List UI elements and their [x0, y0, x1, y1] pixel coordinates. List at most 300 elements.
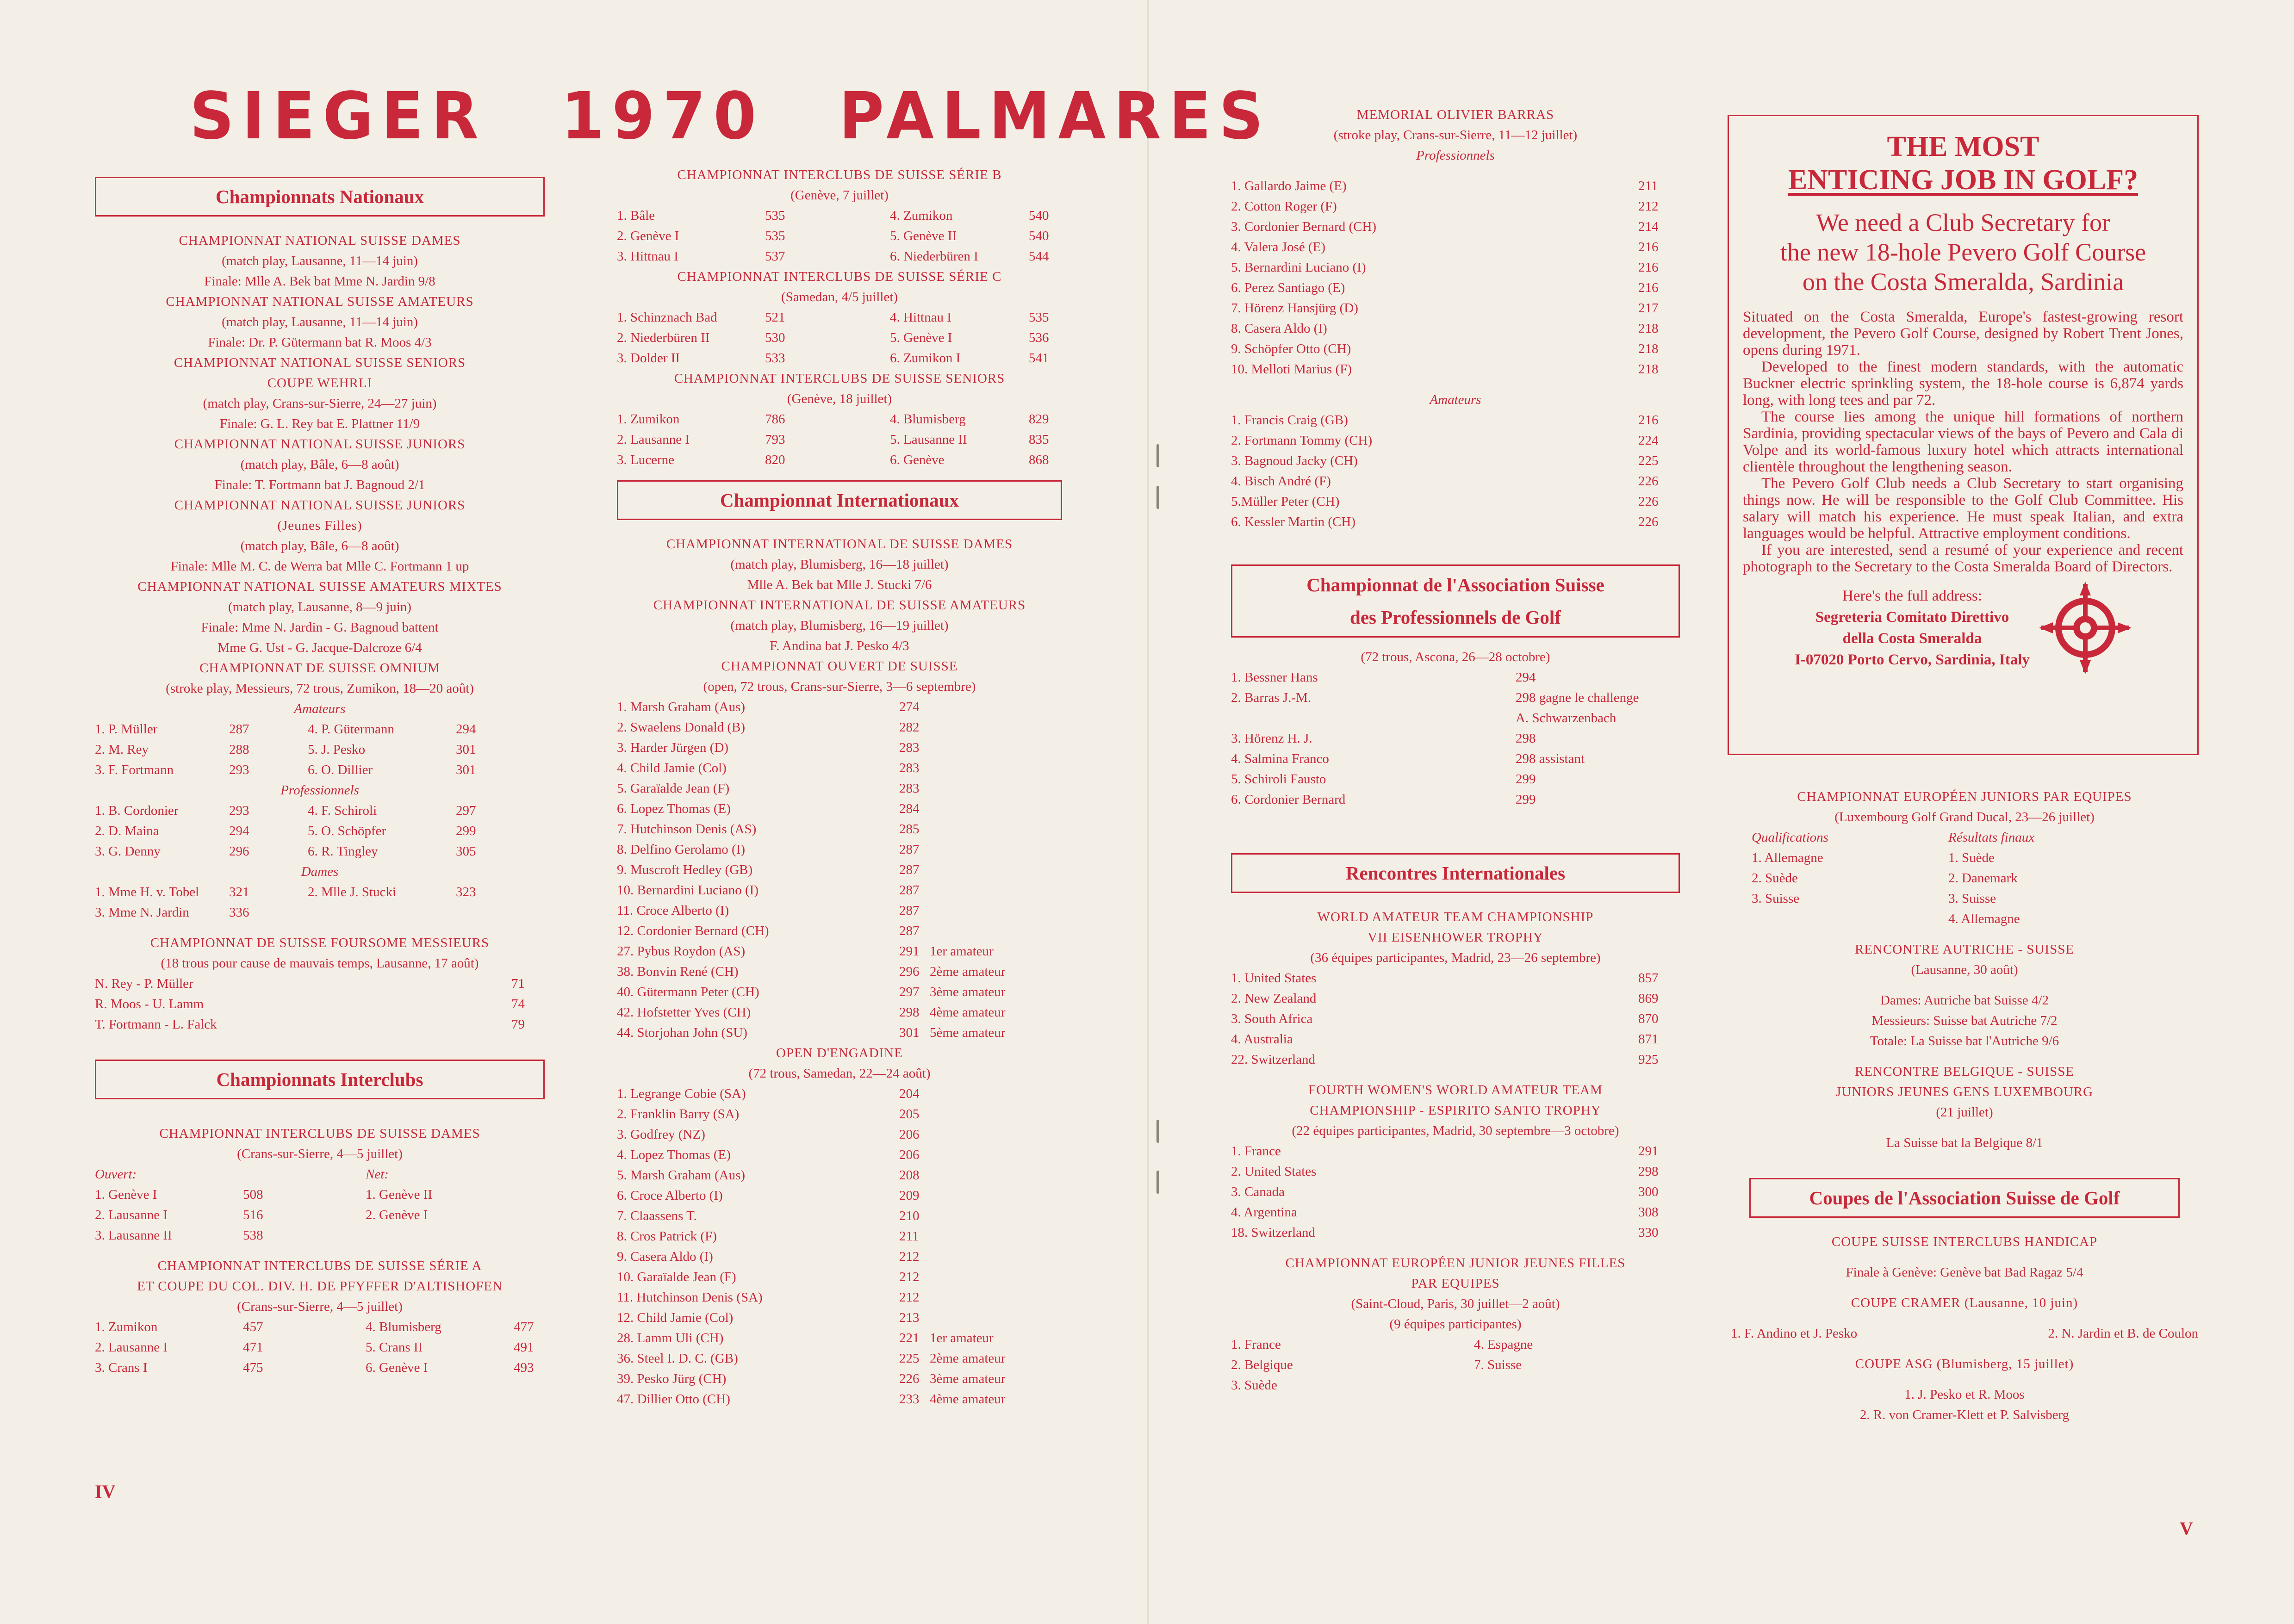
table-cell: 287 — [899, 924, 920, 938]
table-cell: 301 — [456, 762, 476, 777]
event-title: RENCONTRE AUTRICHE - SUISSE — [1854, 942, 2075, 957]
table-cell: 12. Cordonier Bernard (CH) — [617, 924, 769, 938]
table-cell: 5. Garaïalde Jean (F) — [617, 781, 730, 796]
table-cell: 3. Hörenz H. J. — [1231, 731, 1312, 746]
table-row — [617, 348, 1062, 368]
results-table — [95, 1184, 545, 1246]
column-label: Résultats finaux — [1948, 830, 2035, 845]
table-cell: 541 — [1029, 351, 1049, 366]
table-cell: 298 — [899, 1005, 920, 1020]
table-cell: 2. Lausanne I — [95, 1208, 168, 1222]
table-cell: 291 — [1638, 1144, 1659, 1159]
event-info: (Lausanne, 10 juin) — [1964, 1295, 2078, 1310]
page-spine — [1147, 0, 1149, 1624]
table-row — [617, 717, 1062, 738]
table-cell: 4. Allemagne — [1948, 911, 2020, 926]
event-title: WORLD AMATEUR TEAM CHAMPIONSHIP — [1317, 910, 1594, 924]
table-row — [1231, 196, 1680, 217]
table-cell: 293 — [229, 803, 249, 818]
table-cell: 79 — [511, 1017, 525, 1032]
event-info: (stroke play, Messieurs, 72 trous, Zumikon, 18—20 août) — [166, 681, 474, 696]
event-title: CHAMPIONSHIP - ESPIRITO SANTO TROPHY — [1310, 1103, 1601, 1118]
table-row — [1752, 868, 2203, 888]
table-cell: 538 — [243, 1228, 263, 1243]
address-line: della Costa Smeralda — [1842, 630, 1982, 647]
event-info: (Saint-Cloud, Paris, 30 juillet—2 août) — [1351, 1296, 1560, 1311]
table-row — [1231, 451, 1680, 471]
ad-subtitle — [1743, 208, 2183, 297]
table-row — [95, 800, 545, 821]
ad-paragraph: The Pevero Golf Club needs a Club Secretary to start organising things now. He will be responsible to the Golf Club Committee. His salary will match his experience. He must speak Italian, and extra languages would be helpful. Attractive employment conditions. — [1743, 475, 2183, 542]
address-line: Segreteria Comitato Direttivo — [1815, 609, 2009, 626]
event-title: CHAMPIONNAT NATIONAL SUISSE AMATEURS MIXTES — [137, 579, 502, 594]
category-label: Professionnels — [280, 783, 359, 798]
table-cell: 2. D. Maina — [95, 824, 159, 838]
table-cell: 40. Gütermann Peter (CH) — [617, 985, 759, 999]
event-info: (18 trous pour cause de mauvais temps, Lausanne, 17 août) — [161, 956, 479, 971]
table-cell: 299 — [456, 824, 476, 838]
table-cell: 475 — [243, 1360, 263, 1375]
table-cell: 493 — [514, 1360, 534, 1375]
section-header-line: des Professionnels de Golf — [1350, 607, 1561, 628]
event-info: (open, 72 trous, Crans-sur-Sierre, 3—6 septembre) — [703, 679, 976, 694]
table-cell: 298 gagne le challenge — [1516, 690, 1639, 705]
results-table — [95, 1317, 545, 1378]
table-row — [617, 860, 1062, 880]
table-cell: 209 — [899, 1188, 920, 1203]
table-cell: 233 — [899, 1392, 920, 1407]
table-cell: 829 — [1029, 412, 1049, 427]
table-row — [617, 1226, 1062, 1246]
table-cell: 308 — [1638, 1205, 1659, 1220]
table-cell: 2. Franklin Barry (SA) — [617, 1107, 740, 1122]
section-header: Championnat Internationaux — [617, 480, 1062, 520]
table-cell: 3. G. Denny — [95, 844, 161, 859]
table-cell: 3. Suisse — [1948, 891, 1996, 906]
table-cell: 287 — [899, 862, 920, 877]
table-row — [617, 1308, 1062, 1328]
event-info: (Crans-sur-Sierre, 4—5 juillet) — [237, 1147, 403, 1161]
category-label: Professionnels — [1416, 148, 1495, 163]
table-cell: 5. Crans II — [366, 1340, 423, 1355]
table-row — [1231, 176, 1680, 196]
table-cell: 9. Casera Aldo (I) — [617, 1249, 713, 1264]
event-title: (Jeunes Filles) — [277, 518, 362, 533]
table-cell: 471 — [243, 1340, 263, 1355]
event-result: Finale: G. L. Rey bat E. Plattner 11/9 — [219, 416, 420, 431]
page-number: V — [2180, 1518, 2193, 1539]
table-row — [617, 1124, 1062, 1145]
table-cell: 294 — [1516, 670, 1536, 685]
table-row — [1231, 688, 1680, 708]
table-cell: 3. Godfrey (NZ) — [617, 1127, 705, 1142]
table-cell: 535 — [765, 208, 785, 223]
table-cell: 212 — [899, 1270, 920, 1284]
table-cell: 274 — [899, 700, 920, 714]
table-cell: 9. Schöpfer Otto (CH) — [1231, 341, 1351, 356]
event-title: MEMORIAL OLIVIER BARRAS — [1356, 107, 1554, 122]
event-info: (22 équipes participantes, Madrid, 30 septembre—3 octobre) — [1292, 1123, 1619, 1138]
event-info: (match play, Bâle, 6—8 août) — [240, 457, 399, 472]
table-row — [617, 409, 1062, 429]
table-cell: 212 — [899, 1249, 920, 1264]
table-cell: 10. Melloti Marius (F) — [1231, 362, 1352, 377]
table-cell: 38. Bonvin René (CH) — [617, 964, 739, 979]
results-table — [1726, 848, 2203, 929]
table-cell: 8. Cros Patrick (F) — [617, 1229, 717, 1244]
table-cell: N. Rey - P. Müller — [95, 976, 193, 991]
table-cell: 2ème amateur — [930, 1351, 1006, 1366]
table-cell: 323 — [456, 885, 476, 899]
table-row — [617, 799, 1062, 819]
table-cell: 535 — [1029, 310, 1049, 325]
table-cell: 336 — [229, 905, 249, 920]
table-row — [1231, 491, 1680, 512]
event-info: (9 équipes participantes) — [1389, 1317, 1522, 1332]
table-cell: 216 — [1638, 413, 1659, 428]
table-cell: 283 — [899, 761, 920, 775]
table-cell: 10. Garaïalde Jean (F) — [617, 1270, 736, 1284]
event-info: (match play, Bâle, 6—8 août) — [240, 539, 399, 553]
table-row — [617, 205, 1062, 226]
section-header: Rencontres Internationales — [1231, 853, 1680, 893]
job-advertisement — [1728, 115, 2199, 755]
table-cell: 477 — [514, 1320, 534, 1334]
column-3 — [1231, 105, 1680, 1395]
table-cell: 1. Allemagne — [1752, 850, 1823, 865]
ad-paragraph: Developed to the finest modern standards, with the automatic Buckner electric sprinkling system, the 18-hole course is 6,874 yards long, with long tees and par 72. — [1743, 359, 2183, 409]
table-cell: 2. United States — [1231, 1164, 1317, 1179]
table-cell: 1. Genève I — [95, 1187, 157, 1202]
table-cell: 1. Francis Craig (GB) — [1231, 413, 1348, 428]
table-row — [1231, 1334, 1680, 1355]
event-title: COUPE WEHRLI — [267, 376, 373, 391]
table-cell: 216 — [1638, 260, 1659, 275]
table-cell: 5. J. Pesko — [308, 742, 366, 757]
event-info: (72 trous, Ascona, 26—28 octobre) — [1361, 650, 1550, 664]
table-row — [1231, 1029, 1680, 1049]
table-cell: 9. Muscroft Hedley (GB) — [617, 862, 753, 877]
table-cell: 294 — [456, 722, 476, 737]
table-row — [1231, 1009, 1680, 1029]
table-cell: 5ème amateur — [930, 1025, 1006, 1040]
table-cell: 216 — [1638, 240, 1659, 254]
event-info: (stroke play, Crans-sur-Sierre, 11—12 juillet) — [1333, 128, 1578, 143]
table-cell: 28. Lamm Uli (CH) — [617, 1331, 724, 1345]
table-cell: 6. Niederbüren I — [890, 249, 978, 264]
table-cell: 857 — [1638, 971, 1659, 986]
event-result: 1. J. Pesko et R. Moos — [1904, 1387, 2025, 1402]
event-info: (Luxembourg Golf Grand Ducal, 23—26 juillet) — [1834, 810, 2095, 824]
table-cell: 1er amateur — [930, 944, 994, 959]
table-cell: 2. Lausanne I — [95, 1340, 168, 1355]
table-cell: 224 — [1638, 433, 1659, 448]
table-row — [617, 697, 1062, 717]
table-cell: 869 — [1638, 991, 1659, 1006]
table-cell: 206 — [899, 1147, 920, 1162]
table-row — [95, 739, 545, 760]
table-row — [95, 1317, 545, 1337]
event-title: CHAMPIONNAT INTERCLUBS DE SUISSE SENIORS — [674, 371, 1005, 386]
table-cell: 6. R. Tingley — [308, 844, 378, 859]
table-cell: 5. O. Schöpfer — [308, 824, 386, 838]
ad-subtitle-line: the new 18-hole Pevero Golf Course — [1780, 238, 2146, 266]
table-row — [617, 1246, 1062, 1267]
event-result: Finale à Genève: Genève bat Bad Ragaz 5/4 — [1846, 1265, 2083, 1280]
table-row — [1231, 512, 1680, 532]
table-cell: 1. P. Müller — [95, 722, 158, 737]
table-cell: 1. United States — [1231, 971, 1317, 986]
table-cell: 5. Bernardini Luciano (I) — [1231, 260, 1366, 275]
table-row — [617, 1328, 1062, 1348]
table-cell: 516 — [243, 1208, 263, 1222]
event-info: (match play, Crans-sur-Sierre, 24—27 juin) — [203, 396, 437, 411]
event-title: CHAMPIONNAT INTERNATIONAL DE SUISSE DAMES — [666, 537, 1013, 552]
table-cell: 204 — [899, 1086, 920, 1101]
table-row — [1231, 1161, 1680, 1182]
table-cell: 3. Cordonier Bernard (CH) — [1231, 219, 1377, 234]
table-cell: 6. Perez Santiago (E) — [1231, 280, 1345, 295]
ad-subtitle-line: on the Costa Smeralda, Sardinia — [1802, 268, 2124, 296]
table-cell: 925 — [1638, 1052, 1659, 1067]
event-result: Finale: Dr. P. Gütermann bat R. Moos 4/3 — [208, 335, 432, 350]
table-cell: 820 — [765, 452, 785, 467]
table-row — [95, 760, 545, 780]
table-cell: 27. Pybus Roydon (AS) — [617, 944, 746, 959]
table-row — [617, 738, 1062, 758]
table-cell: 870 — [1638, 1011, 1659, 1026]
table-cell: 10. Bernardini Luciano (I) — [617, 883, 759, 898]
table-cell: 1. Genève II — [366, 1187, 433, 1202]
table-cell: 330 — [1638, 1225, 1659, 1240]
category-label: Amateurs — [294, 701, 346, 716]
table-row — [617, 226, 1062, 246]
table-cell: 7. Claassens T. — [617, 1209, 697, 1223]
table-row — [1231, 988, 1680, 1009]
table-cell: R. Moos - U. Lamm — [95, 997, 204, 1011]
table-row — [1231, 359, 1680, 379]
column-labels — [95, 1164, 545, 1184]
table-cell: 1. Legrange Cobie (SA) — [617, 1086, 746, 1101]
table-row — [95, 902, 545, 923]
table-row — [617, 758, 1062, 778]
table-cell: 216 — [1638, 280, 1659, 295]
event-result: Totale: La Suisse bat l'Autriche 9/6 — [1870, 1034, 2059, 1048]
results-table — [617, 1084, 1062, 1409]
table-cell: 1. Bâle — [617, 208, 655, 223]
table-cell: 285 — [899, 822, 920, 837]
table-cell: A. Schwarzenbach — [1516, 711, 1616, 725]
table-row — [617, 1145, 1062, 1165]
table-cell: 284 — [899, 801, 920, 816]
table-cell: 287 — [899, 883, 920, 898]
table-cell: 3ème amateur — [930, 985, 1006, 999]
table-cell: 3. Crans I — [95, 1360, 148, 1375]
table-cell: 282 — [899, 720, 920, 735]
event-info: (Lausanne, 30 août) — [1911, 962, 2018, 977]
event-info: (match play, Lausanne, 11—14 juin) — [222, 315, 418, 329]
table-cell: 5. Genève II — [890, 229, 957, 243]
column-labels — [1726, 827, 2203, 848]
results-table — [95, 719, 545, 780]
table-row — [95, 1205, 545, 1225]
result-cell: 1. F. Andino et J. Pesko — [1731, 1326, 1858, 1341]
table-cell: 4. Child Jamie (Col) — [617, 761, 727, 775]
column-label: Qualifications — [1752, 830, 1828, 845]
table-cell: 211 — [899, 1229, 919, 1244]
table-cell: 296 — [229, 844, 249, 859]
table-cell: 4. Espagne — [1474, 1337, 1533, 1352]
table-row — [1231, 1202, 1680, 1222]
table-cell: 3. F. Fortmann — [95, 762, 174, 777]
table-row — [95, 1014, 545, 1035]
table-row — [1231, 728, 1680, 749]
event-title: CHAMPIONNAT DE SUISSE FOURSOME MESSIEURS — [150, 936, 490, 950]
table-cell: 1. B. Cordonier — [95, 803, 179, 818]
event-result: Messieurs: Suisse bat Autriche 7/2 — [1871, 1013, 2058, 1028]
table-cell: 1. Zumikon — [617, 412, 680, 427]
event-title-text: COUPE CRAMER — [1851, 1295, 1961, 1310]
table-cell: 208 — [899, 1168, 920, 1183]
table-cell: 283 — [899, 781, 920, 796]
event-title — [1726, 1354, 2203, 1374]
table-cell: 1. Gallardo Jaime (E) — [1231, 179, 1347, 193]
table-cell: 297 — [899, 985, 920, 999]
event-title: CHAMPIONNAT NATIONAL SUISSE SENIORS — [174, 355, 466, 370]
table-cell: 287 — [899, 903, 920, 918]
table-row — [95, 1357, 545, 1378]
table-row — [617, 1206, 1062, 1226]
column-1 — [95, 170, 545, 1378]
table-cell: 6. Genève — [890, 452, 945, 467]
table-row — [617, 1369, 1062, 1389]
table-cell: 835 — [1029, 432, 1049, 447]
table-cell: 5. Marsh Graham (Aus) — [617, 1168, 746, 1183]
table-cell: 6. Genève I — [366, 1360, 428, 1375]
event-title: CHAMPIONNAT INTERNATIONAL DE SUISSE AMATEURS — [653, 598, 1026, 613]
ad-paragraph: If you are interested, send a resumé of your experience and recent photograph to the Secretary to the Costa Smeralda Board of Directors. — [1743, 542, 2183, 575]
table-cell: 4. Bisch André (F) — [1231, 474, 1331, 489]
table-cell: 7. Hutchinson Denis (AS) — [617, 822, 757, 837]
table-row — [1231, 789, 1680, 810]
table-cell: 1. Bessner Hans — [1231, 670, 1318, 685]
table-cell: 291 — [899, 944, 920, 959]
ad-paragraph: The course lies among the unique hill formations of northern Sardinia, providing spectacular views of the bays of Pevero and Cala di Volpe and its world-famous luxury hotel which attracts international clientèle throughout the lengthening season. — [1743, 409, 2183, 475]
table-cell: 299 — [1516, 792, 1536, 807]
event-title: JUNIORS JEUNES GENS LUXEMBOURG — [1835, 1085, 2094, 1099]
table-cell: 294 — [229, 824, 249, 838]
event-result: Mme G. Ust - G. Jacque-Dalcroze 6/4 — [218, 640, 422, 655]
table-row — [1231, 708, 1680, 728]
table-row — [1231, 968, 1680, 988]
event-info: (Genève, 7 juillet) — [790, 188, 889, 203]
table-cell: 210 — [899, 1209, 920, 1223]
event-info: (match play, Lausanne, 11—14 juin) — [222, 254, 418, 268]
table-cell: 1. Zumikon — [95, 1320, 158, 1334]
table-cell: 536 — [1029, 330, 1049, 345]
ad-subtitle-line: We need a Club Secretary for — [1816, 209, 2110, 236]
table-cell: 3. Bagnoud Jacky (CH) — [1231, 453, 1358, 468]
table-cell: 540 — [1029, 208, 1049, 223]
table-row — [617, 941, 1062, 961]
table-cell: 4. Lopez Thomas (E) — [617, 1147, 731, 1162]
table-cell: 6. Lopez Thomas (E) — [617, 801, 731, 816]
table-cell: 218 — [1638, 321, 1659, 336]
table-cell: 287 — [229, 722, 249, 737]
table-cell: 3. Suisse — [1752, 891, 1800, 906]
table-cell: 205 — [899, 1107, 920, 1122]
table-cell: 2. Danemark — [1948, 871, 2018, 886]
table-row — [1231, 1141, 1680, 1161]
table-cell: 8. Delfino Gerolamo (I) — [617, 842, 746, 857]
column-label: Ouvert: — [95, 1167, 137, 1182]
ad-title: ENTICING JOB IN GOLF? — [1788, 164, 2139, 196]
table-row — [617, 307, 1062, 328]
table-cell: 5. Schiroli Fausto — [1231, 772, 1326, 787]
table-cell: 7. Suisse — [1474, 1357, 1522, 1372]
table-cell: 1. France — [1231, 1144, 1281, 1159]
event-title: CHAMPIONNAT EUROPÉEN JUNIOR JEUNES FILLES — [1285, 1256, 1626, 1271]
table-cell: 293 — [229, 762, 249, 777]
event-title: PAR EQUIPES — [1411, 1276, 1500, 1291]
table-row — [1231, 298, 1680, 318]
table-row — [617, 1267, 1062, 1287]
staple-mark — [1156, 444, 1159, 467]
table-cell: 3. Lausanne II — [95, 1228, 172, 1243]
results-table — [617, 409, 1062, 470]
address-line: I-07020 Porto Cervo, Sardinia, Italy — [1795, 651, 2030, 668]
event-info: (72 trous, Samedan, 22—24 août) — [748, 1066, 931, 1081]
event-info: (Blumisberg, 15 juillet) — [1936, 1357, 2074, 1371]
column-label: Net: — [366, 1167, 389, 1182]
table-cell: 74 — [511, 997, 525, 1011]
table-row — [1231, 339, 1680, 359]
event-title: CHAMPIONNAT INTERCLUBS DE SUISSE DAMES — [159, 1126, 480, 1141]
table-cell: 3. Hittnau I — [617, 249, 678, 264]
table-cell: 2. Lausanne I — [617, 432, 690, 447]
table-cell: 22. Switzerland — [1231, 1052, 1316, 1067]
table-cell: 4. F. Schiroli — [308, 803, 377, 818]
table-cell: 42. Hofstetter Yves (CH) — [617, 1005, 751, 1020]
results-table — [1231, 410, 1680, 532]
table-cell: 71 — [511, 976, 525, 991]
event-title — [1726, 1293, 2203, 1313]
column-4 — [1726, 787, 2203, 1425]
table-row — [617, 1287, 1062, 1308]
table-cell: 226 — [1638, 494, 1659, 509]
event-result: Dames: Autriche bat Suisse 4/2 — [1880, 993, 2049, 1008]
table-cell: 2. Belgique — [1231, 1357, 1293, 1372]
table-cell: 4. Blumisberg — [890, 412, 966, 427]
table-row — [95, 719, 545, 739]
table-cell: 36. Steel I. D. C. (GB) — [617, 1351, 738, 1366]
table-cell: 225 — [899, 1351, 920, 1366]
results-table — [95, 800, 545, 862]
table-cell: 4. Australia — [1231, 1032, 1293, 1047]
ad-title: THE MOST — [1887, 131, 2039, 162]
table-row — [95, 841, 545, 862]
event-info: (21 juillet) — [1936, 1105, 1993, 1120]
table-row — [617, 328, 1062, 348]
table-cell: 4. Valera José (E) — [1231, 240, 1326, 254]
table-row — [1231, 749, 1680, 769]
table-row — [1231, 1049, 1680, 1070]
table-row — [95, 1184, 545, 1205]
event-title: OPEN D'ENGADINE — [776, 1046, 903, 1060]
table-cell: 226 — [1638, 474, 1659, 489]
table-cell: 3. Lucerne — [617, 452, 674, 467]
event-title: CHAMPIONNAT INTERCLUBS DE SUISSE SÉRIE C — [677, 269, 1002, 284]
